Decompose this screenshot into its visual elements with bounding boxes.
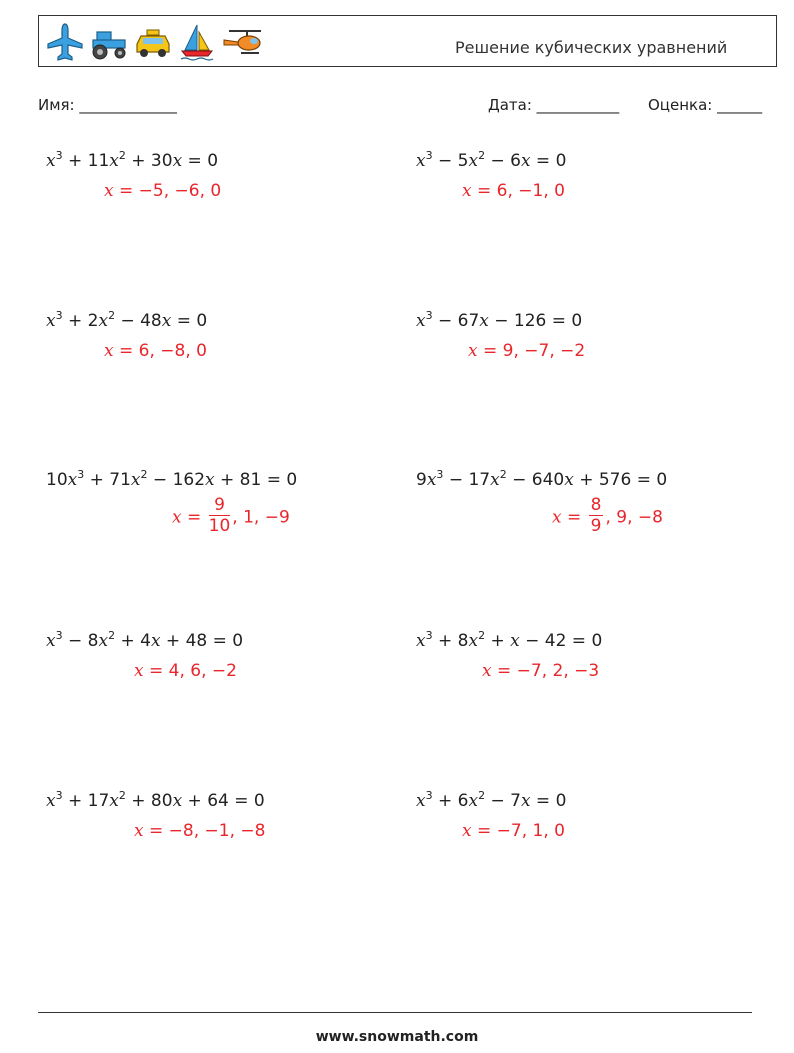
sailboat-icon: [177, 22, 217, 62]
grade-field: Оценка: ______: [648, 96, 763, 114]
worksheet-header: [38, 15, 777, 67]
equation-3: $x^3 + 2x^2 - 48x = 0$: [46, 309, 208, 331]
equation-4: $x^3 - 67x - 126 = 0$: [416, 309, 583, 331]
equation-8: $x^3 + 8x^2 + x - 42 = 0$: [416, 629, 603, 651]
equation-2: $x^3 - 5x^2 - 6x = 0$: [416, 149, 567, 171]
answer-5: x = $\frac{9}{10}$ , 1, −9: [172, 495, 290, 536]
header-icons: [45, 22, 265, 62]
equation-1: $x^3 + 11x^2 + 30x = 0$: [46, 149, 219, 171]
answer-4: x = 9, −7, −2: [468, 341, 586, 361]
footer-divider: [38, 1012, 752, 1013]
answer-1: x = −5, −6, 0: [104, 181, 222, 201]
equation-7: $x^3 - 8x^2 + 4x + 48 = 0$: [46, 629, 244, 651]
taxi-icon: [133, 22, 173, 62]
tractor-icon: [89, 22, 129, 62]
airplane-icon: [45, 22, 85, 62]
equation-6: $9x^3 - 17x^2 - 640x + 576 = 0$: [416, 468, 668, 490]
name-field: Имя: _____________: [38, 96, 177, 114]
footer-url: www.snowmath.com: [315, 1029, 479, 1045]
page-title: Решение кубических уравнений: [455, 38, 728, 57]
answer-3: x = 6, −8, 0: [104, 341, 207, 361]
answer-2: x = 6, −1, 0: [462, 181, 565, 201]
answer-fraction: $\frac{8}{9}$: [590, 495, 602, 536]
answer-6: x = $\frac{8}{9}$ , 9, −8: [552, 495, 663, 536]
answer-7: x = 4, 6, −2: [134, 661, 237, 681]
answer-fraction: $\frac{9}{10}$: [208, 495, 231, 536]
date-field: Дата: ___________: [488, 96, 620, 114]
answer-8: x = −7, 2, −3: [482, 661, 600, 681]
equation-9: $x^3 + 17x^2 + 80x + 64 = 0$: [46, 789, 265, 811]
helicopter-icon: [221, 22, 265, 62]
equation-5: $10x^3 + 71x^2 - 162x + 81 = 0$: [46, 468, 298, 490]
answer-10: x = −7, 1, 0: [462, 821, 565, 841]
equation-10: $x^3 + 6x^2 - 7x = 0$: [416, 789, 567, 811]
answer-9: x = −8, −1, −8: [134, 821, 266, 841]
